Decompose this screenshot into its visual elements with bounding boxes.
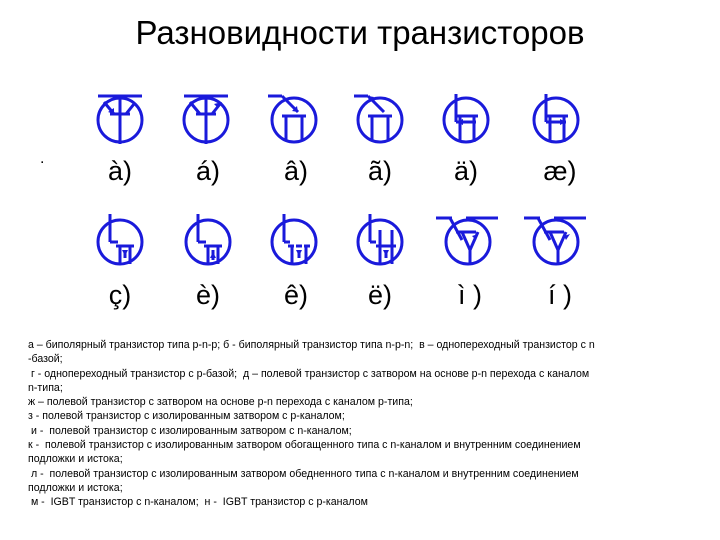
bullet-dot: . (40, 150, 45, 167)
caption-line: ж – полевой транзистор с затвором на основе p-n перехода с каналом p-типа; (28, 396, 413, 409)
igbt-p-channel-icon (520, 206, 592, 278)
mosfet-insulated-gate-n-icon (84, 206, 156, 278)
bipolar-pnp-transistor-icon (84, 84, 156, 156)
caption-line: м - IGBT транзистор с n-каналом; н - IGBT транзистор с p-каналом (28, 496, 368, 509)
caption-line: з - полевой транзистор с изолированным затвором с p-каналом; (28, 410, 345, 423)
caption-line: л - полевой транзистор с изолированным затвором обедненного типа с n-каналом и внутренним соединением (28, 467, 579, 480)
unijunction-n-base-icon (258, 84, 330, 156)
caption-line: подложки и истока; (28, 481, 123, 494)
caption-line: -базой; (28, 353, 63, 366)
label-g: ã) (367, 156, 392, 186)
igbt-n-channel-icon (432, 206, 504, 278)
label-zh: æ) (543, 156, 577, 186)
label-a: à) (107, 156, 132, 186)
caption-line: и - полевой транзистор с изолированным затвором с n-каналом; (28, 424, 352, 437)
caption-line: а – биполярный транзистор типа p-n-p; б - биполярный транзистор типа n-p-n; в – однопереходный транзистор с n (28, 339, 595, 351)
unijunction-p-base-icon (344, 84, 416, 156)
caption-text (28, 338, 698, 510)
mosfet-insulated-gate-p-icon (172, 206, 244, 278)
caption-line: подложки и истока; (28, 453, 123, 466)
label-m: ì ) (458, 280, 482, 310)
label-z: ç) (108, 280, 132, 310)
mosfet-enhancement-n-icon (258, 206, 330, 278)
jfet-p-channel-icon (520, 84, 592, 156)
label-i: è) (195, 280, 220, 310)
jfet-n-channel-icon (430, 84, 502, 156)
label-l: ë) (367, 280, 392, 310)
label-b: á) (195, 156, 220, 186)
mosfet-depletion-n-icon (344, 206, 416, 278)
label-v: â) (283, 156, 308, 186)
caption-line: г - однопереходный транзистор с p-базой; д – полевой транзистор с затвором на основе p-n перехода с каналом (28, 367, 590, 380)
label-d: ä) (453, 156, 478, 186)
bipolar-npn-transistor-icon (170, 84, 242, 156)
label-k: ê) (283, 280, 308, 310)
page-title: Разновидности транзисторов (135, 14, 585, 51)
label-n: í ) (548, 280, 572, 310)
caption-line: n-типа; (28, 381, 63, 394)
caption-line: к - полевой транзистор с изолированным затвором обогащенного типа с n-каналом и внутренним соединением (28, 439, 581, 452)
